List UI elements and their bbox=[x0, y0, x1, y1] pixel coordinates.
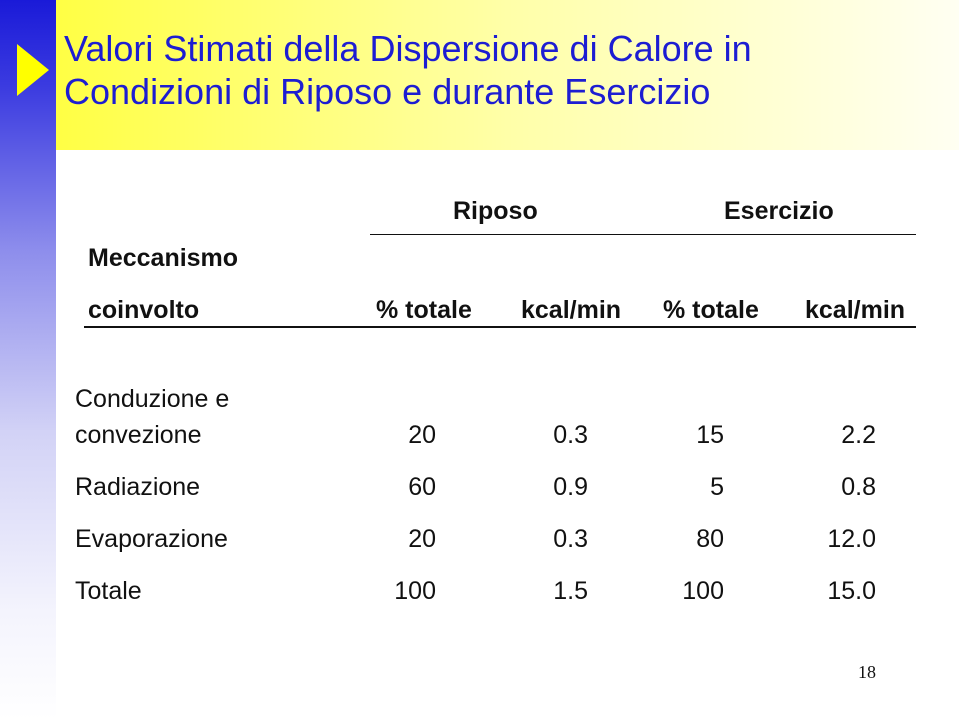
subheader-exercise-kcal: kcal/min bbox=[805, 296, 906, 324]
play-arrow-icon bbox=[17, 44, 49, 96]
side-gradient-bar bbox=[0, 0, 56, 720]
row-label: Evaporazione bbox=[75, 525, 228, 553]
subheader-rest-kcal: kcal/min bbox=[521, 296, 622, 324]
cell-rest-percent: 20 bbox=[408, 421, 436, 449]
cell-exercise-kcal: 15.0 bbox=[827, 577, 876, 605]
row-label-line-1: Conduzione e bbox=[75, 385, 230, 413]
subheader-rest-percent: % totale bbox=[376, 296, 472, 324]
cell-rest-percent: 60 bbox=[408, 473, 436, 501]
group-header-rule bbox=[370, 234, 916, 235]
cell-exercise-kcal: 2.2 bbox=[841, 421, 876, 449]
cell-rest-kcal: 0.3 bbox=[553, 421, 588, 449]
row-header-line-1: Meccanismo bbox=[88, 244, 239, 272]
slide-title-line-1: Valori Stimati della Dispersione di Calore in bbox=[64, 28, 752, 69]
group-header-esercizio: Esercizio bbox=[724, 197, 834, 225]
subheader-exercise-percent: % totale bbox=[663, 296, 759, 324]
slide-title-line-2: Condizioni di Riposo e durante Esercizio bbox=[64, 71, 711, 112]
cell-rest-percent: 100 bbox=[394, 577, 436, 605]
cell-exercise-kcal: 12.0 bbox=[827, 525, 876, 553]
row-label-line-2: convezione bbox=[75, 421, 202, 449]
slide-title bbox=[64, 27, 752, 113]
cell-exercise-kcal: 0.8 bbox=[841, 473, 876, 501]
row-label: Radiazione bbox=[75, 473, 201, 501]
cell-exercise-percent: 80 bbox=[696, 525, 724, 553]
cell-rest-kcal: 1.5 bbox=[553, 577, 588, 605]
cell-rest-kcal: 0.9 bbox=[553, 473, 588, 501]
cell-exercise-percent: 100 bbox=[682, 577, 724, 605]
page-number: 18 bbox=[858, 662, 876, 682]
cell-rest-kcal: 0.3 bbox=[553, 525, 588, 553]
row-label: Totale bbox=[75, 577, 142, 605]
cell-exercise-percent: 5 bbox=[710, 473, 724, 501]
group-header-riposo: Riposo bbox=[453, 197, 538, 225]
row-header-line-2: coinvolto bbox=[88, 296, 200, 324]
cell-rest-percent: 20 bbox=[408, 525, 436, 553]
header-bottom-rule bbox=[84, 326, 916, 328]
cell-exercise-percent: 15 bbox=[696, 421, 724, 449]
